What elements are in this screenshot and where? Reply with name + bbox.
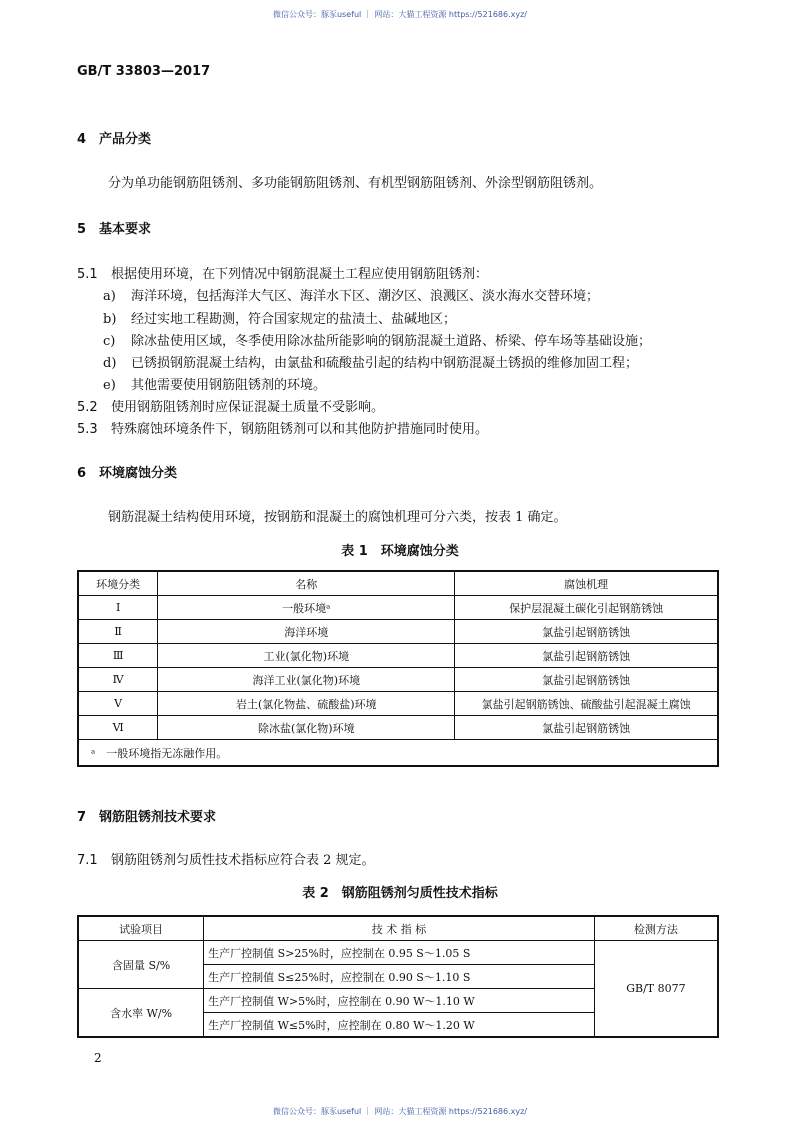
section-number: 5 bbox=[77, 222, 87, 237]
spec-cell: 生产厂控制值 W≤5%时，应控制在 0.80 W～1.20 W bbox=[204, 1013, 595, 1038]
table-cell: 氯盐引起钢筋锈蚀 bbox=[455, 716, 718, 740]
section-5-heading bbox=[77, 218, 151, 237]
table-cell: Ⅳ bbox=[78, 668, 158, 692]
clause-number: 7.1 bbox=[77, 853, 98, 868]
section-number: 4 bbox=[77, 132, 87, 147]
table-cell: 海洋环境 bbox=[158, 620, 455, 644]
section-title: 钢筋阻锈剂技术要求 bbox=[99, 810, 217, 825]
clause-5-1 bbox=[77, 263, 488, 282]
list-item-a bbox=[103, 285, 599, 304]
section-title: 环境腐蚀分类 bbox=[99, 466, 178, 481]
list-item-label: d) bbox=[103, 356, 117, 371]
list-item-e bbox=[103, 374, 326, 393]
test-item-cell: 含固量 S/% bbox=[78, 941, 204, 989]
table-cell: 海洋工业(氯化物)环境 bbox=[158, 668, 455, 692]
clause-number: 5.3 bbox=[77, 422, 98, 437]
clause-5-2 bbox=[77, 396, 384, 415]
table-cell: 氯盐引起钢筋锈蚀 bbox=[455, 668, 718, 692]
section-number: 7 bbox=[77, 810, 87, 825]
table-cell: 氯盐引起钢筋锈蚀 bbox=[455, 620, 718, 644]
clause-text: 根据使用环境，在下列情况中钢筋混凝土工程应使用钢筋阻锈剂： bbox=[111, 267, 489, 282]
list-item-text: 其他需要使用钢筋阻锈剂的环境。 bbox=[131, 378, 327, 393]
list-item-c bbox=[103, 330, 651, 349]
table-row bbox=[78, 668, 718, 692]
table-cell: Ⅰ bbox=[78, 596, 158, 620]
clause-5-3 bbox=[77, 418, 488, 437]
list-item-label: e) bbox=[103, 378, 116, 393]
document-code: GB/T 33803—2017 bbox=[77, 64, 211, 79]
method-cell: GB/T 8077 bbox=[594, 941, 718, 1038]
column-header: 环境分类 bbox=[78, 571, 158, 596]
table-cell: 岩土(氯化物盐、硫酸盐)环境 bbox=[158, 692, 455, 716]
section-4-heading bbox=[77, 128, 151, 147]
table-2-caption: 表 2 钢筋阻锈剂匀质性技术指标 bbox=[302, 886, 498, 901]
section-7-heading bbox=[77, 806, 216, 825]
section-title: 基本要求 bbox=[99, 222, 152, 237]
table-cell: 氯盐引起钢筋锈蚀 bbox=[455, 644, 718, 668]
watermark-bottom: 微信公众号：豚豕useful ｜ 网站：大猫工程资源 https://521686.xyz/ bbox=[272, 1107, 528, 1116]
table-row bbox=[78, 596, 718, 620]
table-cell: Ⅱ bbox=[78, 620, 158, 644]
column-header: 检测方法 bbox=[594, 916, 718, 941]
clause-text: 特殊腐蚀环境条件下，钢筋阻锈剂可以和其他防护措施同时使用。 bbox=[111, 422, 489, 437]
list-item-text: 已锈损钢筋混凝土结构，由氯盐和硫酸盐引起的结构中钢筋混凝土锈损的维修加固工程； bbox=[131, 356, 639, 371]
table-row bbox=[78, 941, 718, 965]
column-header: 名称 bbox=[158, 571, 455, 596]
test-item-cell: 含水率 W/% bbox=[78, 989, 204, 1038]
table-note-row bbox=[78, 740, 718, 767]
column-header: 腐蚀机理 bbox=[455, 571, 718, 596]
table-cell: 保护层混凝土碳化引起钢筋锈蚀 bbox=[455, 596, 718, 620]
table-row bbox=[78, 692, 718, 716]
table-environment-classification bbox=[77, 570, 719, 767]
list-item-d bbox=[103, 352, 638, 371]
clause-number: 5.1 bbox=[77, 267, 98, 282]
section-6-text: 钢筋混凝土结构使用环境，按钢筋和混凝土的腐蚀机理可分六类，按表 1 确定。 bbox=[108, 510, 567, 525]
column-header: 试验项目 bbox=[78, 916, 204, 941]
table-cell: 工业(氯化物)环境 bbox=[158, 644, 455, 668]
clause-7-1 bbox=[77, 849, 375, 868]
list-item-text: 经过实地工程勘测，符合国家规定的盐渍土、盐碱地区； bbox=[131, 312, 457, 327]
table-cell: Ⅴ bbox=[78, 692, 158, 716]
section-6-heading bbox=[77, 462, 177, 481]
list-item-text: 除冰盐使用区域，冬季使用除冰盐所能影响的钢筋混凝土道路、桥梁、停车场等基础设施； bbox=[131, 334, 652, 349]
spec-cell: 生产厂控制值 W>5%时，应控制在 0.90 W～1.10 W bbox=[204, 989, 595, 1013]
table-cell: 一般环境ᵃ bbox=[158, 596, 455, 620]
table-header-row bbox=[78, 571, 718, 596]
table-header-row bbox=[78, 916, 718, 941]
section-title: 产品分类 bbox=[99, 132, 152, 147]
watermark-top: 微信公众号：豚豕useful ｜ 网站：大猫工程资源 https://521686.xyz/ bbox=[272, 10, 528, 19]
clause-text: 钢筋阻锈剂匀质性技术指标应符合表 2 规定。 bbox=[111, 853, 375, 868]
list-item-label: a) bbox=[103, 289, 116, 304]
table-homogeneity-indicators bbox=[77, 915, 719, 1038]
table-row bbox=[78, 716, 718, 740]
spec-cell: 生产厂控制值 S>25%时，应控制在 0.95 S～1.05 S bbox=[204, 941, 595, 965]
spec-cell: 生产厂控制值 S≤25%时，应控制在 0.90 S～1.10 S bbox=[204, 965, 595, 989]
column-header: 技 术 指 标 bbox=[204, 916, 595, 941]
page-number: 2 bbox=[94, 1051, 102, 1065]
clause-number: 5.2 bbox=[77, 400, 98, 415]
table-footnote: ᵃ 一般环境指无冻融作用。 bbox=[78, 740, 718, 767]
table-1-caption: 表 1 环境腐蚀分类 bbox=[341, 544, 459, 559]
list-item-text: 海洋环境，包括海洋大气区、海洋水下区、潮汐区、浪溅区、淡水海水交替环境； bbox=[131, 289, 600, 304]
list-item-label: b) bbox=[103, 312, 117, 327]
clause-text: 使用钢筋阻锈剂时应保证混凝土质量不受影响。 bbox=[111, 400, 385, 415]
list-item-b bbox=[103, 308, 456, 327]
table-row bbox=[78, 644, 718, 668]
section-number: 6 bbox=[77, 466, 87, 481]
table-cell: Ⅵ bbox=[78, 716, 158, 740]
list-item-label: c) bbox=[103, 334, 116, 349]
table-cell: 氯盐引起钢筋锈蚀、硫酸盐引起混凝土腐蚀 bbox=[455, 692, 718, 716]
table-row bbox=[78, 620, 718, 644]
table-cell: Ⅲ bbox=[78, 644, 158, 668]
table-cell: 除冰盐(氯化物)环境 bbox=[158, 716, 455, 740]
section-4-text: 分为单功能钢筋阻锈剂、多功能钢筋阻锈剂、有机型钢筋阻锈剂、外涂型钢筋阻锈剂。 bbox=[108, 176, 603, 191]
